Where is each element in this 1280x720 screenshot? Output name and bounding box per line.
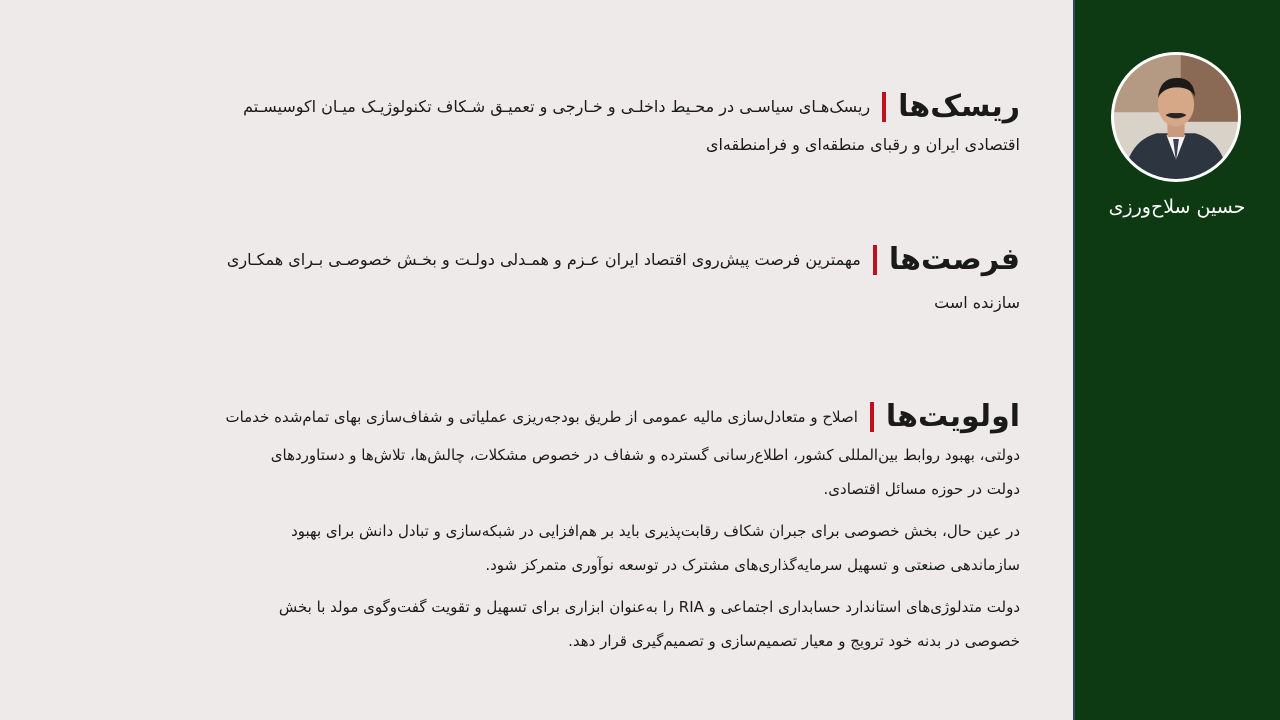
opportunities-section: [54, 242, 1020, 314]
priorities-text-1: اصلاح و متعادل‌سازی مالیه عمومی از طریق بودجه‌ریزی عملیاتی و شفاف‌سازی بهای تمام‌شده خدمات: [225, 408, 858, 426]
risks-section: [54, 89, 1020, 156]
priorities-p3-line-1: دولت متدلوژی‌های استاندارد حسابداری اجتماعی و RIA را به‌عنوان ابزاری برای تسهیل و تقویت گفت‌وگوی مولد با بخش: [278, 598, 1020, 616]
priorities-heading: اولویت‌ها: [885, 399, 1020, 434]
opportunities-line-1: [54, 242, 1020, 277]
priorities-line-3: دولت در حوزه مسائل اقتصادی.: [823, 480, 1020, 498]
heading-divider: [870, 402, 874, 432]
priorities-line-1: [72, 399, 1020, 434]
priorities-line-2: دولتی، بهبود روابط بین‌المللی کشور، اطلاع‌رسانی گسترده و شفاف در خصوص مشکلات، چالش‌ها، تلاش‌ها و دستاوردهای: [270, 446, 1020, 464]
risks-heading: ریسک‌ها: [898, 89, 1020, 124]
profile-sidebar: [1073, 0, 1280, 720]
risks-line-1: [54, 89, 1020, 124]
opportunities-text-1: مهمترین فرصت پیش‌روی اقتصاد ایران عـزم و همـدلی دولـت و بخـش خصوصـی بـرای همکـاری: [226, 250, 861, 269]
heading-divider: [873, 245, 877, 275]
avatar: [1111, 52, 1241, 182]
opportunities-heading: فرصت‌ها: [888, 242, 1020, 277]
person-name: حسین سلاح‌ورزی: [1108, 196, 1246, 218]
priorities-section: [72, 399, 1020, 652]
priorities-p2-line-2: سازماندهی صنعتی و تسهیل سرمایه‌گذاری‌های مشترک در توسعه نوآوری متمرکز شود.: [485, 556, 1020, 574]
risks-line-2: اقتصادی ایران و رقبای منطقه‌ای و فرامنطقه‌ای: [705, 135, 1020, 154]
priorities-p2-line-1: در عین حال، بخش خصوصی برای جبران شکاف رقابت‌پذیری باید بر هم‌افزایی در شبکه‌سازی و تبادل دانش برای بهبود: [291, 522, 1020, 540]
priorities-p3-line-2: خصوصی در بدنه خود ترویج و معیار تصمیم‌سازی و تصمیم‌گیری قرار دهد.: [568, 632, 1020, 650]
risks-text-1: ریسک‌هـای سیاسـی در محـیط داخلـی و خـارجی و تعمیـق شـکاف تکنولوژیـک میـان اکوسیسـتم: [243, 97, 871, 116]
portrait-photo-icon: [1114, 55, 1238, 179]
opportunities-line-2: سازنده است: [934, 293, 1020, 312]
heading-divider: [882, 92, 886, 122]
